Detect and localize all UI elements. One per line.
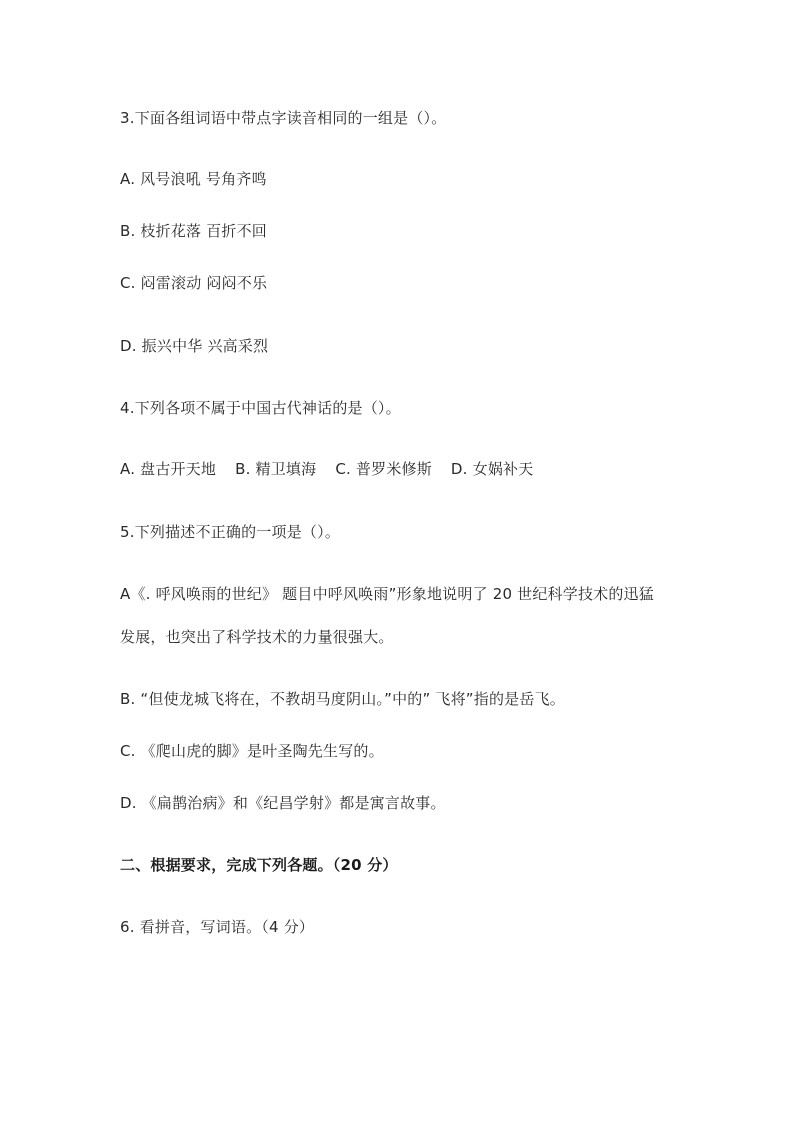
question-5-option-d: D. 《扁鹊治病》和《纪昌学射》都是寓言故事。 (120, 794, 446, 812)
question-3-option-d: D. 振兴中华 兴高采烈 (120, 337, 269, 355)
question-5-option-b: B. “但使龙城飞将在，不教胡马度阴山。”中的” 飞将”指的是岳飞。 (120, 690, 565, 708)
question-4-option-d: D. 女娲补天 (450, 460, 534, 478)
question-4-stem: 4.下列各项不属于中国古代神话的是（）。 (120, 399, 401, 417)
question-3-option-b: B. 枝折花落 百折不回 (120, 222, 267, 240)
question-5-option-c: C. 《爬山虎的脚》是叶圣陶先生写的。 (120, 742, 384, 760)
section-2-heading: 二、根据要求，完成下列各题。（20 分） (120, 856, 398, 874)
question-3-stem: 3.下面各组词语中带点字读音相同的一组是（）。 (120, 109, 447, 127)
question-4-option-c: C. 普罗米修斯 (335, 460, 432, 478)
question-5-stem: 5.下列描述不正确的一项是（）。 (120, 523, 341, 541)
question-5-option-a-line-1: A《. 呼风唤雨的世纪》 题目中呼风唤雨”形象地说明了 20 世纪科学技术的迅猛 (120, 585, 654, 603)
question-6-stem: 6. 看拼音，写词语。（4 分） (120, 918, 315, 936)
question-4-options (120, 459, 680, 479)
question-3-option-c: C. 闷雷滚动 闷闷不乐 (120, 274, 268, 292)
question-3-option-a: A. 风号浪吼 号角齐鸣 (120, 170, 267, 188)
question-5-option-a-line-2: 发展，也突出了科学技术的力量很强大。 (120, 628, 394, 646)
question-4-option-a: A. 盘古开天地 (120, 460, 217, 478)
question-4-option-b: B. 精卫填海 (235, 460, 317, 478)
